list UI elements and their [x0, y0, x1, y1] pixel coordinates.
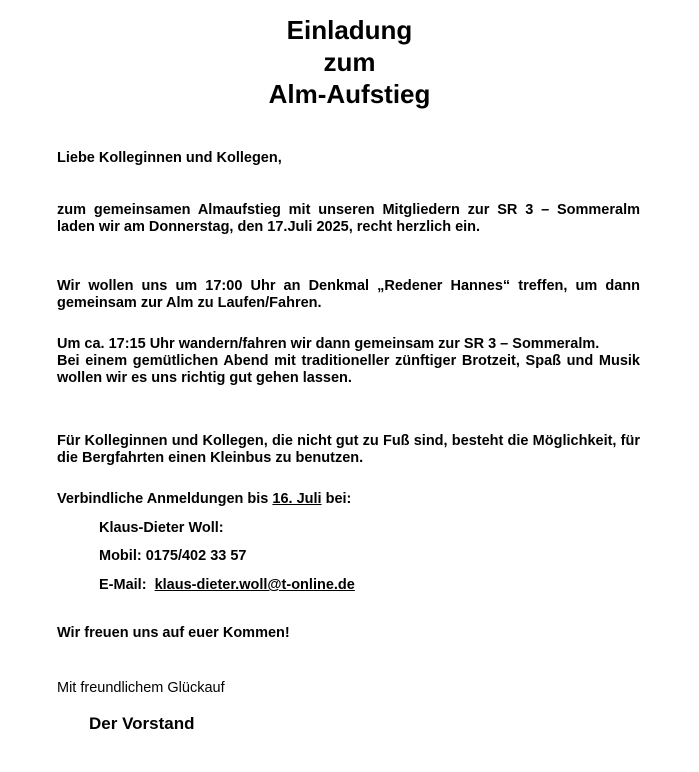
title-line-1: Einladung	[286, 15, 413, 45]
title-line-2: zum	[323, 47, 376, 77]
salutation: Mit freundlichem Glückauf	[57, 680, 225, 696]
paragraph-invitation	[57, 202, 640, 236]
contact-mobile: Mobil: 0175/402 33 57	[99, 548, 247, 564]
paragraph-minibus	[57, 433, 640, 467]
paragraph-schedule-text-a: Um ca. 17:15 Uhr wandern/fahren wir dann gemeinsam zur SR 3 – Sommeralm.	[57, 336, 600, 352]
paragraph-meeting-point-text: Wir wollen uns um 17:00 Uhr an Denkmal „Redener Hannes“ treffen, um dann gemeinsam zur Alm zu Laufen/Fahren.	[57, 278, 640, 311]
registration-line	[57, 491, 351, 508]
paragraph-schedule-text-b: Bei einem gemütlichen Abend mit traditioneller zünftiger Brotzeit, Spaß und Musik wollen wir es uns richtig gut gehen lassen.	[57, 353, 640, 386]
paragraph-meeting-point	[57, 278, 640, 312]
document-title	[0, 14, 699, 110]
signature: Der Vorstand	[89, 714, 195, 733]
registration-prefix: Verbindliche Anmeldungen bis	[57, 491, 273, 507]
registration-deadline: 16. Juli	[272, 491, 322, 507]
registration-suffix: bei:	[321, 491, 352, 507]
closing-statement: Wir freuen uns auf euer Kommen!	[57, 625, 290, 641]
title-line-3: Alm-Aufstieg	[268, 79, 431, 109]
paragraph-schedule	[57, 336, 640, 387]
contact-name: Klaus-Dieter Woll:	[99, 520, 224, 536]
paragraph-minibus-text: Für Kolleginnen und Kollegen, die nicht gut zu Fuß sind, besteht die Möglichkeit, für die Bergfahrten einen Kleinbus zu benutzen.	[57, 433, 640, 466]
contact-email-line	[99, 577, 355, 594]
contact-email-label: E-Mail:	[99, 577, 155, 593]
paragraph-invitation-text: zum gemeinsamen Almaufstieg mit unseren Mitgliedern zur SR 3 – Sommeralm laden wir am Donnerstag, den 17.Juli 2025, recht herzlich ein.	[57, 202, 640, 235]
contact-email-link[interactable]: klaus-dieter.woll@t-online.de	[154, 577, 355, 593]
greeting: Liebe Kolleginnen und Kollegen,	[57, 150, 282, 166]
